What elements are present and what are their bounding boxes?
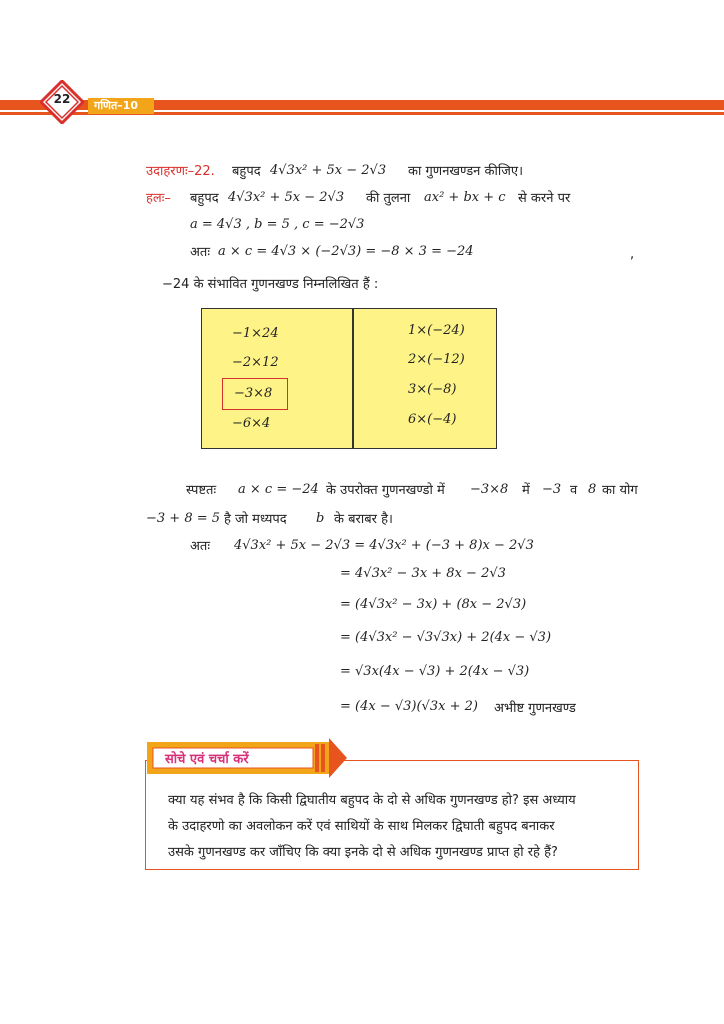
subject-label: गणित–10 [88,98,154,114]
table-right-3: 6×(−4) [408,412,457,427]
table-right-1: 2×(−12) [408,352,465,367]
think-box-text [168,788,638,866]
solution-line2: a = 4√3 , b = 5 , c = −2√3 [190,217,365,232]
think-box-line-2: के उदाहरणो का अवलोकन करें एवं साथियों के साथ मिलकर द्विघाती बहुपद बनाकर [168,819,555,834]
table-left-3: −6×4 [232,416,271,431]
step-2: = 4√3x² − 3x + 8x − 2√3 [340,566,506,581]
think-box-line-1: क्या यह संभव है कि किसी द्विघातीय बहुपद के दो से अधिक गुणनखण्ड हो? इस अध्याय [168,793,576,808]
explanation-line1-expr: a × c = −24 [238,482,319,497]
solution-line3-expr: a × c = 4√3 × (−2√3) = −8 × 3 = −24 [218,244,474,259]
step-6: = (4x − √3)(√3x + 2) [340,699,478,714]
step-5: = √3x(4x − √3) + 2(4x − √3) [340,664,530,679]
solution-line1-expr: 4√3x² + 5x − 2√3 [228,190,345,205]
step-1: 4√3x² + 5x − 2√3 = 4√3x² + (−3 + 8)x − 2√3 [234,538,534,553]
step-6-note: अभीष्ट गुणनखण्ड [494,701,576,716]
explanation-line2-expr2: b [316,511,325,526]
solution-label: हलः– [146,191,171,206]
explanation-line1-expr2: −3×8 [470,482,509,497]
example-question-expr: 4√3x² + 5x − 2√3 [270,163,387,178]
table-left-0: −1×24 [232,326,279,341]
think-box-title: सोचे एवं चर्चा करें [165,752,249,767]
solution-line1-post: से करने पर [518,191,571,206]
solution-line1-pre: बहुपद [190,191,219,206]
solution-line1-mid: की तुलना [366,191,411,206]
page-number: 22 [53,92,71,106]
example-question-pre: बहुपद [232,164,261,179]
solution-line3-pre: अतः [190,245,210,260]
explanation-line1-b: के उपरोक्त गुणनखण्डो में [326,483,445,498]
table-right-2: 3×(−8) [408,382,457,397]
solution-line4: −24 के संभावित गुणनखण्ड निम्नलिखित हैं : [162,277,379,292]
explanation-line1-e: का योग [602,483,638,498]
table-left-1: −2×12 [232,355,279,370]
explanation-line1-c: में [522,483,530,498]
explanation-line2-expr: −3 + 8 = 5 [146,511,221,526]
explanation-line2-b: के बराबर है। [334,512,393,527]
step-4: = (4√3x² − √3√3x) + 2(4x − √3) [340,630,552,645]
table-right-0: 1×(−24) [408,323,465,338]
table-left-2: −3×8 [234,386,273,401]
explanation-line2-a: है जो मध्यपद [224,512,287,527]
step-3: = (4√3x² − 3x) + (8x − 2√3) [340,597,527,612]
steps-intro: अतः [190,539,210,554]
think-box-line-3: उसके गुणनखण्ड कर जाँचिए कि क्या इनके दो से अधिक गुणनखण्ड प्राप्त हो रहे हैं? [168,845,558,860]
example-question-post: का गुणनखण्डन कीजिए। [408,164,524,179]
solution-line1-expr2: ax² + bx + c [424,190,506,205]
explanation-line1-a: स्पष्टतः [186,483,217,498]
example-label: उदाहरणः–22. [146,164,215,179]
explanation-line1-d: व [570,483,578,498]
explanation-line1-expr4: 8 [588,482,597,497]
explanation-line1-expr3: −3 [542,482,562,497]
solution-line3-tail: , [630,247,635,262]
factor-table-divider [352,308,354,449]
